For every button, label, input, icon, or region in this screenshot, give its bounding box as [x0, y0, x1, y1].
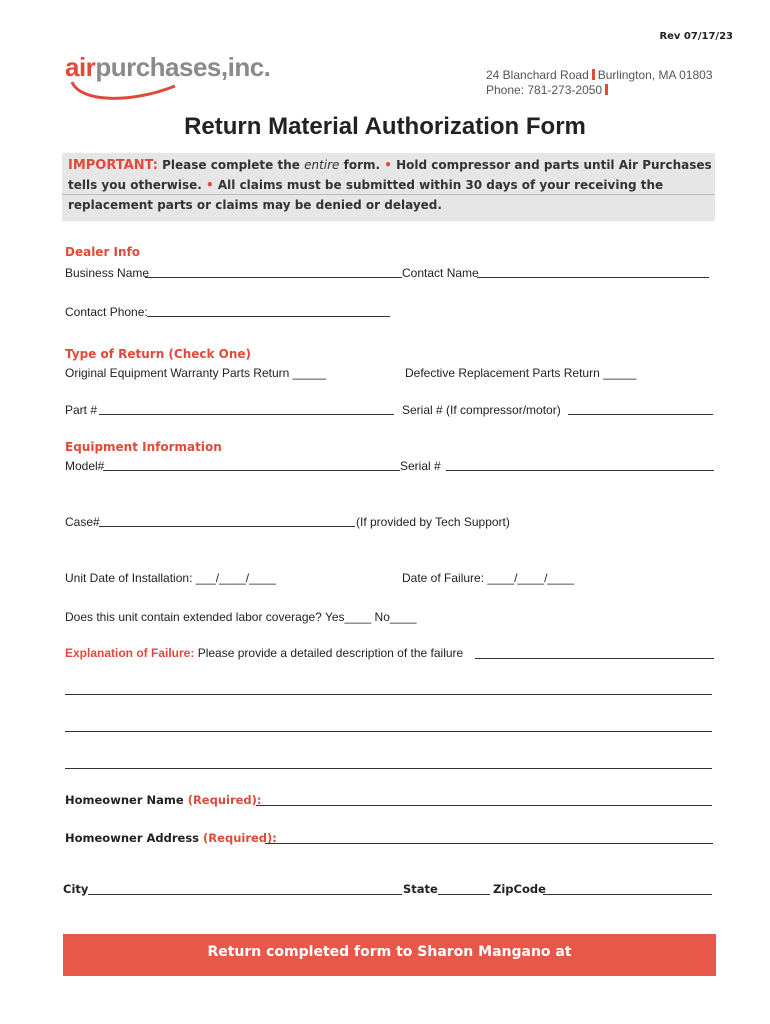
business-name-label: Business Name — [65, 266, 150, 280]
homeowner-address-field[interactable] — [265, 843, 713, 844]
divider-bar — [592, 69, 595, 80]
equipment-info-heading: Equipment Information — [65, 440, 222, 454]
explanation-field-line[interactable] — [65, 768, 712, 769]
required-label: (Required): — [187, 793, 262, 807]
phone-number: Phone: 781-273-2050 — [486, 83, 603, 97]
contact-phone-label: Contact Phone: — [65, 305, 148, 319]
return-instructions-banner: Return completed form to Sharon Mangano at sharon.mangano@airpurchases.com — [63, 934, 716, 976]
revision-label: Rev 07/17/23 — [659, 31, 733, 42]
zipcode-label: ZipCode — [493, 882, 546, 896]
explanation-instruction: Please provide a detailed description of the failure — [197, 646, 464, 660]
model-field[interactable] — [103, 470, 400, 471]
explanation-label: Explanation of Failure: — [65, 646, 195, 660]
part-number-label: Part # — [65, 403, 98, 417]
explanation-field-line[interactable] — [475, 658, 714, 659]
case-label: Case# — [65, 515, 100, 529]
homeowner-address-label: Homeowner Address — [65, 831, 200, 845]
serial-field[interactable] — [446, 470, 714, 471]
homeowner-address-row — [65, 831, 277, 845]
failure-date-field[interactable]: Date of Failure: ____/____/____ — [402, 571, 575, 585]
part-number-field[interactable] — [99, 414, 394, 415]
installation-date-field[interactable]: Unit Date of Installation: ___/____/____ — [65, 571, 276, 585]
explanation-field-line[interactable] — [65, 731, 712, 732]
address-city: Burlington, MA 01803 — [597, 68, 713, 82]
extended-coverage-question[interactable]: Does this unit contain extended labor coverage? Yes____ No____ — [65, 610, 417, 624]
contact-phone-field[interactable] — [147, 316, 390, 317]
serial-compressor-label: Serial # (If compressor/motor) — [402, 403, 561, 417]
notice-text: Please complete the — [162, 158, 300, 172]
bullet-icon: • — [206, 178, 214, 192]
company-address — [486, 68, 713, 98]
contact-name-field[interactable] — [477, 277, 709, 278]
business-name-field[interactable] — [145, 277, 402, 278]
logo-purchases-text: purchases,inc. — [95, 52, 271, 82]
address-street: 24 Blanchard Road — [486, 68, 589, 82]
serial-label: Serial # — [400, 459, 441, 473]
notice-divider — [62, 194, 715, 195]
notice-text: Hold compressor and parts until Air Purchases — [396, 158, 712, 172]
logo-air-text: air — [65, 52, 96, 82]
case-note: (If provided by Tech Support) — [356, 515, 510, 529]
logo-swoosh-icon — [70, 80, 180, 102]
required-label: (Required): — [203, 831, 277, 845]
state-field[interactable] — [438, 894, 490, 895]
notice-text: replacement parts or claims may be denied or delayed. — [68, 198, 442, 212]
homeowner-name-row — [65, 793, 262, 807]
notice-text: tells you otherwise. — [68, 178, 202, 192]
contact-name-label: Contact Name — [402, 266, 479, 280]
notice-text: All claims must be submitted within 30 days of your receiving the — [217, 178, 664, 192]
case-field[interactable] — [99, 526, 355, 527]
important-notice — [62, 153, 715, 221]
notice-emphasis: entire — [304, 158, 340, 172]
state-label: State — [403, 882, 438, 896]
notice-important-label: IMPORTANT: — [68, 158, 158, 173]
zipcode-field[interactable] — [543, 894, 712, 895]
homeowner-name-field[interactable] — [256, 805, 712, 806]
model-label: Model# — [65, 459, 105, 473]
homeowner-name-label: Homeowner Name — [65, 793, 184, 807]
original-equipment-checkbox[interactable]: Original Equipment Warranty Parts Return _____ — [65, 366, 327, 380]
bullet-icon: • — [384, 158, 392, 172]
serial-compressor-field[interactable] — [568, 414, 713, 415]
notice-text: form. — [343, 158, 381, 172]
explanation-row — [65, 646, 463, 660]
dealer-info-heading: Dealer Info — [65, 245, 141, 259]
city-field[interactable] — [88, 894, 402, 895]
defective-replacement-checkbox[interactable]: Defective Replacement Parts Return _____ — [405, 366, 637, 380]
city-label: City — [63, 882, 89, 896]
explanation-field-line[interactable] — [65, 694, 712, 695]
page-title: Return Material Authorization Form — [184, 113, 586, 140]
company-logo — [65, 52, 270, 83]
return-type-heading: Type of Return (Check One) — [65, 347, 252, 361]
divider-bar — [605, 84, 608, 95]
